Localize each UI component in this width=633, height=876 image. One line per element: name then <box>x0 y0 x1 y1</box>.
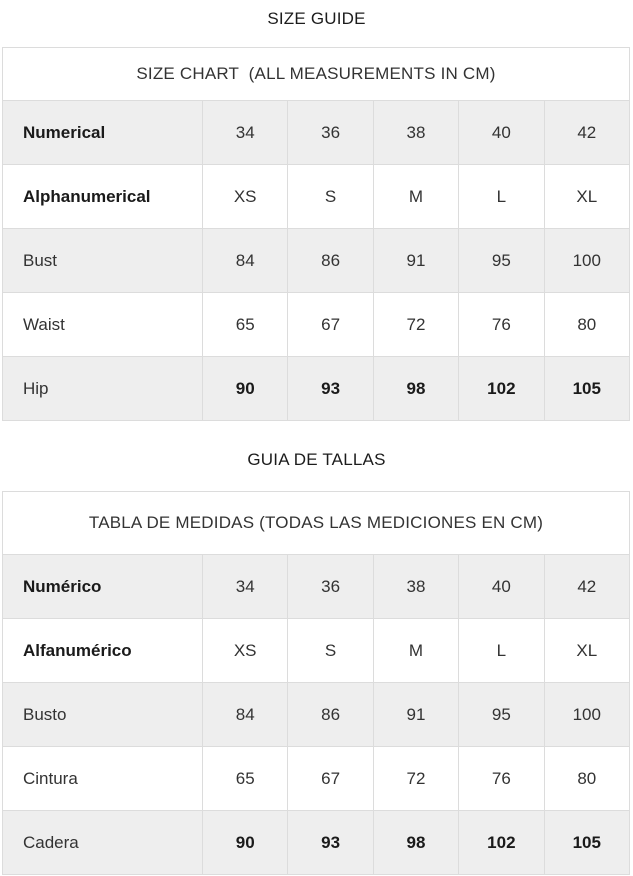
table-header-row <box>3 492 630 555</box>
value-cell: 80 <box>544 747 629 811</box>
table-header-row <box>3 48 630 101</box>
size-guide-title-en: SIZE GUIDE <box>267 9 366 28</box>
value-cell: 90 <box>203 357 288 421</box>
value-cell: 93 <box>288 811 373 875</box>
table-row <box>3 683 630 747</box>
table-row <box>3 747 630 811</box>
table-row <box>3 229 630 293</box>
value-cell: 90 <box>203 811 288 875</box>
table-row <box>3 101 630 165</box>
table-row <box>3 555 630 619</box>
value-cell: 84 <box>203 229 288 293</box>
value-cell: 100 <box>544 229 629 293</box>
value-cell: 38 <box>373 555 458 619</box>
value-cell: M <box>373 165 458 229</box>
value-cell: 105 <box>544 811 629 875</box>
value-cell: 72 <box>373 747 458 811</box>
value-cell: 34 <box>203 555 288 619</box>
row-label-cell: Numérico <box>3 555 203 619</box>
size-chart-table-es <box>2 491 630 875</box>
size-chart-table-en <box>2 47 630 421</box>
value-cell: 72 <box>373 293 458 357</box>
value-cell: 40 <box>459 555 544 619</box>
value-cell: 86 <box>288 683 373 747</box>
value-cell: 91 <box>373 229 458 293</box>
value-cell: 67 <box>288 293 373 357</box>
value-cell: 105 <box>544 357 629 421</box>
row-label-cell: Waist <box>3 293 203 357</box>
table-row <box>3 165 630 229</box>
value-cell: 84 <box>203 683 288 747</box>
row-label-cell: Numerical <box>3 101 203 165</box>
value-cell: 91 <box>373 683 458 747</box>
row-label-cell: Alfanumérico <box>3 619 203 683</box>
value-cell: 65 <box>203 293 288 357</box>
value-cell: S <box>288 165 373 229</box>
value-cell: S <box>288 619 373 683</box>
size-chart-header-en: SIZE CHART (ALL MEASUREMENTS IN CM) <box>3 48 630 101</box>
value-cell: XS <box>203 619 288 683</box>
row-label-cell: Hip <box>3 357 203 421</box>
table-row <box>3 293 630 357</box>
value-cell: 38 <box>373 101 458 165</box>
value-cell: 98 <box>373 811 458 875</box>
value-cell: 67 <box>288 747 373 811</box>
value-cell: XL <box>544 619 629 683</box>
value-cell: 102 <box>459 357 544 421</box>
value-cell: 80 <box>544 293 629 357</box>
value-cell: 100 <box>544 683 629 747</box>
table-row <box>3 619 630 683</box>
value-cell: 93 <box>288 357 373 421</box>
value-cell: 86 <box>288 229 373 293</box>
value-cell: 76 <box>459 293 544 357</box>
value-cell: 42 <box>544 101 629 165</box>
value-cell: 95 <box>459 229 544 293</box>
table-row <box>3 811 630 875</box>
row-label-cell: Busto <box>3 683 203 747</box>
value-cell: 95 <box>459 683 544 747</box>
row-label-cell: Alphanumerical <box>3 165 203 229</box>
value-cell: 98 <box>373 357 458 421</box>
value-cell: L <box>459 165 544 229</box>
value-cell: 76 <box>459 747 544 811</box>
value-cell: 65 <box>203 747 288 811</box>
value-cell: XS <box>203 165 288 229</box>
row-label-cell: Cintura <box>3 747 203 811</box>
value-cell: 34 <box>203 101 288 165</box>
value-cell: L <box>459 619 544 683</box>
row-label-cell: Cadera <box>3 811 203 875</box>
value-cell: 36 <box>288 555 373 619</box>
value-cell: XL <box>544 165 629 229</box>
size-chart-header-es: TABLA DE MEDIDAS (TODAS LAS MEDICIONES EN CM) <box>3 492 630 555</box>
row-label-cell: Bust <box>3 229 203 293</box>
value-cell: M <box>373 619 458 683</box>
table-row <box>3 357 630 421</box>
value-cell: 42 <box>544 555 629 619</box>
size-guide-title-es: GUIA DE TALLAS <box>247 450 386 469</box>
value-cell: 102 <box>459 811 544 875</box>
value-cell: 36 <box>288 101 373 165</box>
value-cell: 40 <box>459 101 544 165</box>
